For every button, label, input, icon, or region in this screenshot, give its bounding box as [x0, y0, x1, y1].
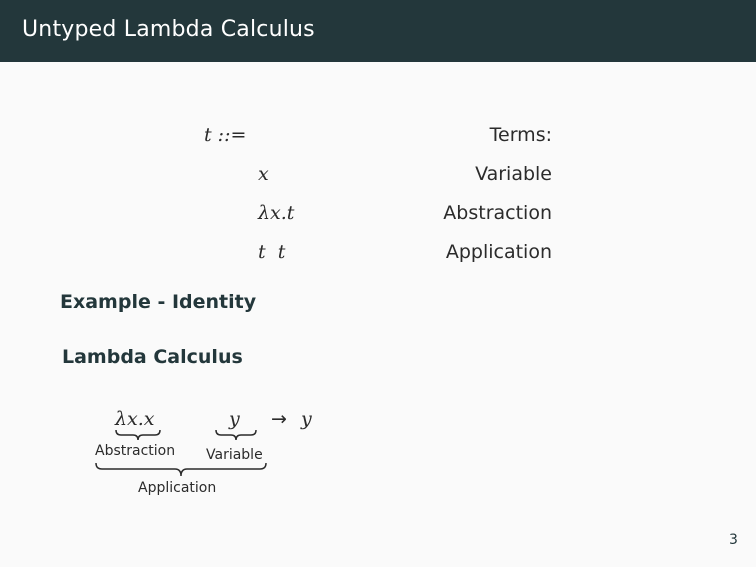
argument-underbrace	[215, 429, 257, 441]
abstraction-label: Abstraction	[95, 443, 176, 459]
grammar-desc-application: Application	[445, 241, 552, 263]
example-heading: Example - Identity	[60, 291, 257, 313]
grammar-desc-variable: Variable	[475, 163, 552, 185]
reduction-result: y	[301, 408, 312, 430]
grammar-term-application: t t	[258, 241, 286, 263]
application-underbrace	[95, 462, 267, 478]
application-label: Application	[138, 480, 217, 496]
abstraction-underbrace	[115, 429, 161, 441]
lambda-calculus-subheading: Lambda Calculus	[62, 346, 243, 368]
slide-title: Untyped Lambda Calculus	[22, 17, 315, 42]
argument-label: Variable	[206, 447, 263, 463]
page-number: 3	[729, 532, 738, 548]
grammar-lhs: t ::=	[204, 124, 247, 146]
argument-term: y	[229, 408, 240, 430]
abstraction-term: λx.x	[115, 408, 155, 430]
title-bar	[0, 0, 756, 62]
grammar-desc-abstraction: Abstraction	[443, 202, 552, 224]
grammar-desc-terms: Terms:	[489, 124, 552, 146]
grammar-term-abstraction: λx.t	[258, 202, 295, 224]
grammar-term-variable: x	[258, 163, 269, 185]
reduction-arrow: →	[271, 408, 287, 430]
